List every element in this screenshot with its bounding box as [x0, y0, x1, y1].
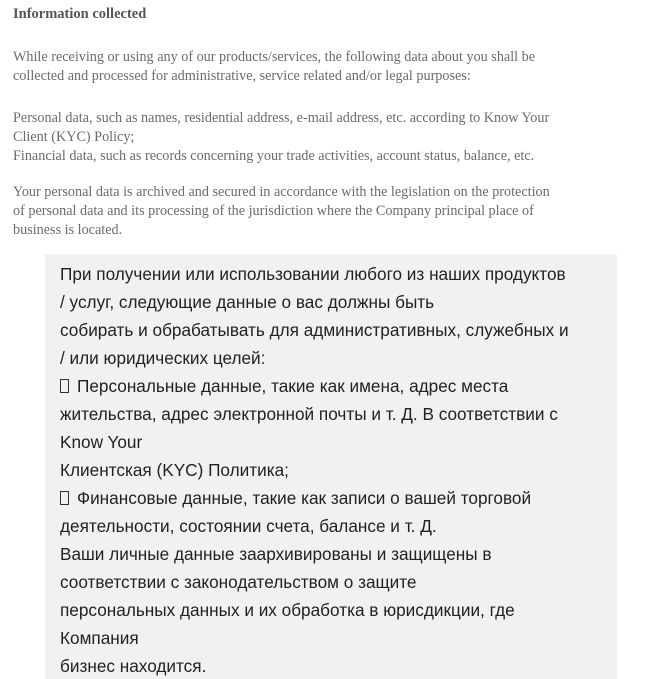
bullet-box-icon: [60, 379, 69, 393]
ru-line-13: персональных данных и их обработка в юрисдикции, где: [60, 600, 515, 620]
paragraph-2-line-1: Personal data, such as names, residential address, e-mail address, etc. according to Know Your: [13, 110, 550, 126]
paragraph-1-line-2: collected and processed for administrative, service related and/or legal purposes:: [13, 68, 471, 84]
ru-line-3: собирать и обрабатывать для административных, служебных и: [60, 320, 569, 340]
paragraph-3-line-2: of personal data and its processing of the jurisdiction where the Company principal place of: [13, 203, 534, 219]
ru-line-7: Know Your: [60, 432, 143, 452]
ru-line-11: Ваши личные данные заархивированы и защищены в: [60, 544, 492, 564]
paragraph-3-line-1: Your personal data is archived and secured in accordance with the legislation on the protection: [13, 184, 550, 200]
ru-line-15: бизнес находится.: [60, 656, 207, 676]
ru-line-5: Персональные данные, такие как имена, адрес места: [77, 376, 509, 396]
ru-bullet-item-1: [60, 375, 508, 397]
ru-line-10: деятельности, состоянии счета, балансе и т. Д.: [60, 516, 437, 536]
ru-bullet-item-2: [60, 487, 531, 509]
bullet-box-icon: [60, 491, 69, 505]
paragraph-3-line-3: business is located.: [13, 222, 123, 238]
ru-line-2: / услуг, следующие данные о вас должны быть: [60, 292, 435, 312]
ru-line-1: При получении или использовании любого из наших продуктов: [60, 264, 566, 284]
ru-line-6: жительства, адрес электронной почты и т. Д. В соответствии с: [60, 404, 558, 424]
paragraph-2-line-2: Client (KYC) Policy;: [13, 129, 135, 145]
ru-line-14: Компания: [60, 628, 139, 648]
paragraph-1-line-1: While receiving or using any of our products/services, the following data about you shall be: [13, 49, 536, 65]
ru-line-9: Финансовые данные, такие как записи о вашей торговой: [77, 488, 532, 508]
ru-line-8: Клиентская (KYC) Политика;: [60, 460, 289, 480]
russian-translation-box: [45, 254, 617, 679]
paragraph-2-line-3: Financial data, such as records concerning your trade activities, account status, balance, etc.: [13, 148, 535, 164]
ru-line-12: соответствии с законодательством о защите: [60, 572, 417, 592]
ru-line-4: / или юридических целей:: [60, 348, 266, 368]
section-title: Information collected: [13, 6, 147, 22]
